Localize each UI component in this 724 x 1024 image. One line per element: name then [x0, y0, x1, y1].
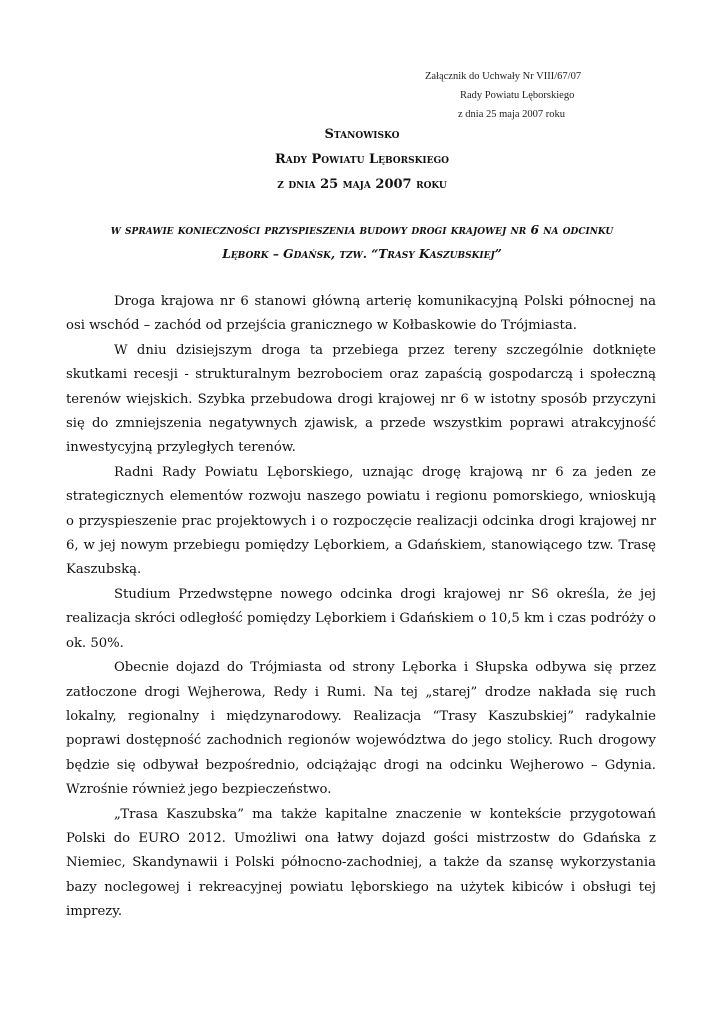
document-subject [60, 218, 664, 266]
document-issuer: Rady Powiatu Lęborskiego [274, 152, 450, 167]
document-title: Stanowisko [324, 127, 400, 142]
paragraph: Radni Rady Powiatu Lęborskiego, uznając drogę krajową nr 6 za jeden ze strategicznych elementów rozwoju naszego powiatu i regionu pomorskiego, wnioskują o przyspieszenie prac projektowych i o rozpoczęcie realizacji odcinka drogi krajowej nr 6, w jej nowym przebiegu pomiędzy Lęborkiem, a Gdańskiem, stanowiącego tzw. Trasę Kaszubską. [66, 464, 656, 578]
document-date: z dnia 25 maja 2007 roku [277, 177, 447, 192]
annex-line-2: Rady Powiatu Lęborskiego [460, 90, 575, 101]
subject-line-1: w sprawie konieczności przyspieszenia budowy drogi krajowej nr 6 na odcinku [110, 223, 614, 237]
paragraph: Obecnie dojazd do Trójmiasta od strony Lęborka i Słupska odbywa się przez zatłoczone drogi Wejherowa, Redy i Rumi. Na tej „starej” drodze nakłada się ruch lokalny, regionalny i międzynarodowy. Realizacja “Trasy Kaszubskiej” radykalnie poprawi dostępność zachodnich regionów województwa do jego stolicy. Ruch drogowy będzie się odbywał bezpośrednio, odciążając drogi na odcinku Wejherowo – Gdynia. Wzrośnie również jego bezpieczeństwo. [66, 660, 656, 798]
annex-line-1: Załącznik do Uchwały Nr VIII/67/07 [425, 71, 582, 82]
paragraph: „Trasa Kaszubska” ma także kapitalne znaczenie w kontekście przygotowań Polski do EURO 2012. Umożliwi ona łatwy dojazd gości mistrzostw do Gdańska z Niemiec, Skandynawii i Polski północno-zachodniej, a także da szansę wykorzystania bazy noclegowej i rekreacyjnej powiatu lęborskiego na użytek kibiców i obsługi tej imprezy. [66, 806, 656, 920]
annex-note [425, 67, 581, 124]
paragraph: Droga krajowa nr 6 stanowi główną arterię komunikacyjną Polski północnej na osi wschód – zachód od przejścia granicznego w Kołbaskowie do Trójmiasta. [66, 294, 656, 334]
document-body [66, 290, 656, 925]
subject-line-2: Lębork – Gdańsk, tzw. “Trasy Kaszubskiej” [222, 247, 502, 261]
paragraph: Studium Przedwstępne nowego odcinka drogi krajowej nr S6 określa, że jej realizacja skróci odległość pomiędzy Lęborkiem i Gdańskiem o 10,5 km i czas podróży o ok. 50%. [66, 586, 656, 651]
annex-line-3: z dnia 25 maja 2007 roku [458, 109, 566, 120]
paragraph: W dniu dzisiejszym droga ta przebiega przez tereny szczególnie dotknięte skutkami recesji - strukturalnym bezrobociem oraz zapaścią gospodarczą i społeczną terenów wiejskich. Szybka przebudowa drogi krajowej nr 6 w istotny sposób przyczyni się do zmniejszenia negatywnych zjawisk, a przede wszystkim poprawi atrakcyjność inwestycyjną przyległych terenów. [66, 342, 656, 456]
